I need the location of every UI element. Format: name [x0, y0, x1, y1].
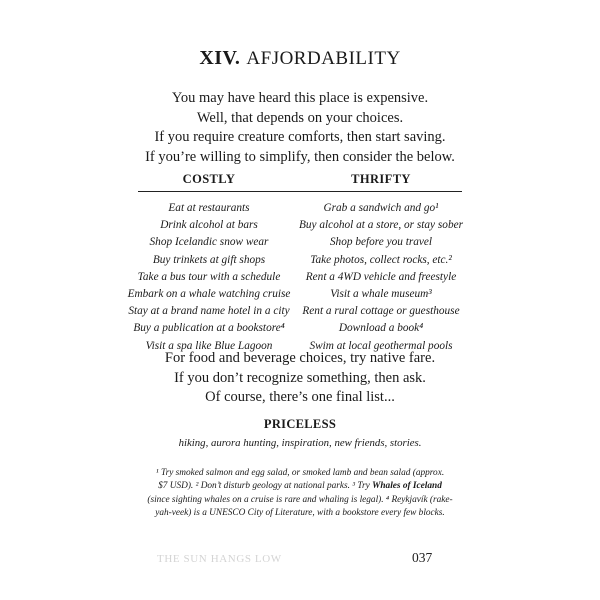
priceless-title: PRICELESS: [263, 417, 337, 431]
list-item: Buy a publication at a bookstore⁴: [133, 322, 285, 335]
list-item: Rent a 4WD vehicle and freestyle: [305, 270, 457, 283]
footnote-line: yah-veek) is a UNESCO City of Literature, with a bookstore every few blocks.: [155, 508, 445, 519]
list-item: Stay at a brand name hotel in a city: [128, 305, 290, 318]
list-item: Take photos, collect rocks, etc.²: [310, 253, 452, 266]
list-item: Visit a spa like Blue Lagoon: [145, 339, 273, 352]
list-item: Visit a whale museum³: [330, 288, 432, 301]
thrifty-list: [296, 200, 466, 355]
priceless-items: hiking, aurora hunting, inspiration, new friends, stories.: [178, 437, 422, 449]
list-item: Drink alcohol at bars: [160, 219, 258, 232]
footnote-line: [130, 480, 470, 493]
footnote-line: (since sighting whales on a cruise is rare and whaling is legal). ⁴ Reykjavík (rake-: [147, 494, 453, 505]
middle-paragraph: [0, 349, 600, 408]
intro-paragraph: [0, 89, 600, 167]
footnote-text: $7 USD). ² Don’t disturb geology at national parks. ³ Try: [158, 481, 373, 492]
list-item: Rent a rural cottage or guesthouse: [302, 305, 460, 318]
list-item: Buy alcohol at a store, or stay sober: [299, 219, 463, 232]
middle-line: For food and beverage choices, try native fare.: [164, 350, 436, 366]
list-item: Take a bus tour with a schedule: [137, 270, 281, 283]
page-number: 037: [412, 550, 433, 565]
footnotes: [130, 467, 470, 521]
chapter-heading: [0, 47, 600, 70]
intro-line: If you require creature comforts, then start saving.: [154, 129, 446, 145]
list-item: Buy trinkets at gift shops: [152, 253, 266, 266]
intro-line: You may have heard this place is expensive.: [171, 90, 429, 106]
list-item: Shop before you travel: [329, 236, 433, 249]
list-item: Shop Icelandic snow wear: [149, 236, 269, 249]
footnote-line: ¹ Try smoked salmon and egg salad, or smoked lamb and bean salad (approx.: [155, 468, 445, 478]
list-item: Eat at restaurants: [168, 202, 250, 214]
middle-line: Of course, there’s one final list...: [205, 389, 395, 405]
thrifty-header: THRIFTY: [351, 172, 411, 186]
chapter-number: XIV.: [199, 47, 241, 69]
list-item: Download a book⁴: [338, 322, 424, 335]
costly-header: COSTLY: [182, 172, 236, 186]
intro-line: If you’re willing to simplify, then consider the below.: [145, 148, 455, 165]
list-item: Embark on a whale watching cruise: [127, 288, 291, 301]
list-item: Grab a sandwich and go¹: [323, 202, 439, 214]
list-item: Swim at local geothermal pools: [309, 339, 453, 352]
column-divider-rule: [138, 191, 462, 192]
footnote-bold-title: Whales of Iceland: [372, 481, 442, 492]
costly-list: [124, 200, 294, 355]
running-footer-title: THE SUN HANGS LOW: [157, 553, 282, 565]
chapter-title: AFJORDABILITY: [246, 48, 401, 69]
middle-line: If you don’t recognize something, then ask.: [174, 369, 426, 386]
intro-line: Well, that depends on your choices.: [196, 109, 404, 126]
